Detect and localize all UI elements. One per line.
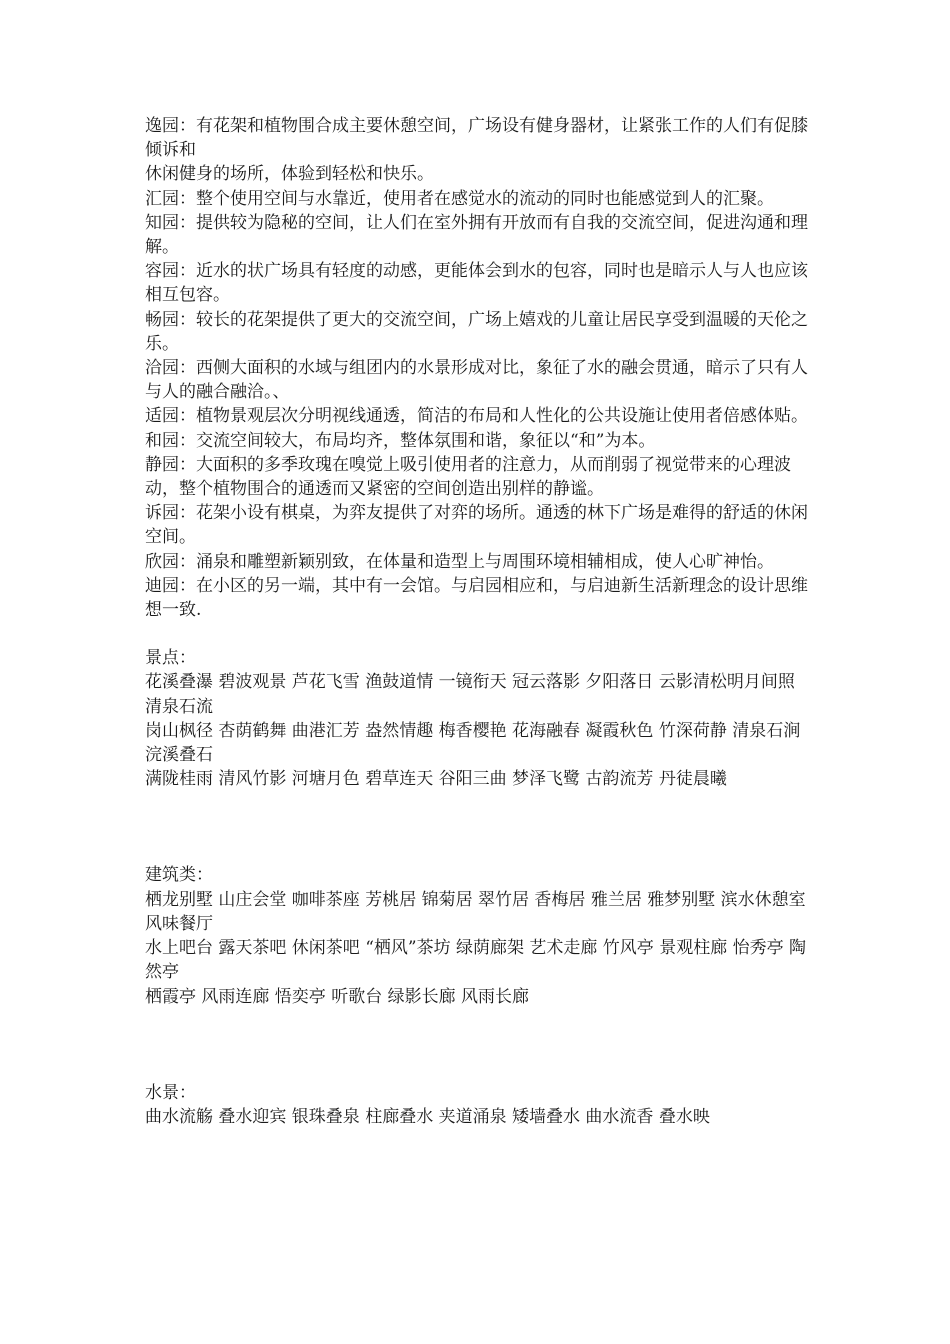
- list-line: 满陇桂雨 清风竹影 河塘月色 碧草连天 谷阳三曲 梦泽飞鹭 古韵流芳 丹徒晨曦: [145, 769, 727, 790]
- spacer: [145, 1009, 810, 1081]
- section-heading: 建筑类：: [145, 865, 213, 886]
- paragraph: 静园：大面积的多季玫瑰在嗅觉上吸引使用者的注意力，从而削弱了视觉带来的心理波动，整个植物围合的通透而又紧密的空间创造出别样的静谧。: [145, 454, 791, 500]
- buildings-section: [145, 863, 810, 1008]
- paragraph: 汇园：整个使用空间与水靠近，使用者在感觉水的流动的同时也能感觉到人的汇聚。: [145, 188, 774, 209]
- paragraph: 迪园：在小区的另一端，其中有一会馆。与启园相应和，与启迪新生活新理念的设计思维想一致.: [145, 575, 808, 621]
- list-line: 栖龙别墅 山庄会堂 咖啡茶座 芳桃居 锦菊居 翠竹居 香梅居 雅兰居 雅梦别墅 滨水休憩室 风味餐厅: [145, 889, 806, 934]
- paragraph: 容园：近水的状广场具有轻度的动感，更能体会到水的包容，同时也是暗示人与人也应该相互包容。: [145, 261, 808, 306]
- paragraph: 诉园：花架小设有棋桌，为弈友提供了对弈的场所。通透的林下广场是难得的舒适的休闲空间。: [145, 503, 808, 548]
- section-heading: 水景：: [145, 1082, 196, 1103]
- list-line: 栖霞亭 风雨连廊 悟奕亭 听歌台 绿影长廊 风雨长廊: [145, 986, 530, 1007]
- document-body: [145, 114, 810, 1129]
- list-line: 水上吧台 露天茶吧 休闲茶吧 “栖风”茶坊 绿荫廊架 艺术走廊 竹风亭 景观柱廊 怡秀亭 陶然亭: [145, 938, 807, 983]
- section-heading: 景点：: [145, 648, 196, 669]
- paragraph: 洽园：西侧大面积的水域与组团内的水景形成对比，象征了水的融会贯通，暗示了只有人与人的融合融洽。、: [145, 358, 808, 403]
- list-line: 曲水流觞 叠水迎宾 银珠叠泉 柱廊叠水 夹道涌泉 矮墙叠水 曲水流香 叠水映: [145, 1106, 710, 1127]
- garden-descriptions: [145, 114, 810, 622]
- list-line: 花溪叠瀑 碧波观景 芦花飞雪 渔鼓道情 一镜衔天 冠云落影 夕阳落日 云影清松明月间照清泉石流: [145, 672, 795, 717]
- scenic-section: [145, 646, 810, 791]
- spacer: [145, 791, 810, 863]
- paragraph: 适园：植物景观层次分明视线通透，简洁的布局和人性化的公共设施让使用者倍感体贴。: [145, 406, 808, 427]
- paragraph: 休闲健身的场所，体验到轻松和快乐。: [145, 164, 434, 185]
- paragraph: 畅园：较长的花架提供了更大的交流空间，广场上嬉戏的儿童让居民享受到温暖的天伦之乐。: [145, 309, 808, 354]
- paragraph: 知园：提供较为隐秘的空间，让人们在室外拥有开放而有自我的交流空间，促进沟通和理解。: [145, 212, 808, 258]
- paragraph: 逸园：有花架和植物围合成主要休憩空间，广场设有健身器材，让紧张工作的人们有促膝倾诉和: [145, 116, 808, 161]
- water-section: [145, 1081, 810, 1129]
- spacer: [145, 622, 810, 646]
- paragraph: 和园：交流空间较大，布局均齐，整体氛围和谐，象征以“和”为本。: [145, 430, 656, 451]
- list-line: 岗山枫径 杏荫鹤舞 曲港汇芳 盎然情趣 梅香樱艳 花海融春 凝霞秋色 竹深荷静 清泉石涧 浣溪叠石: [145, 720, 801, 766]
- paragraph: 欣园：涌泉和雕塑新颖别致，在体量和造型上与周围环境相辅相成，使人心旷神怡。: [145, 551, 774, 572]
